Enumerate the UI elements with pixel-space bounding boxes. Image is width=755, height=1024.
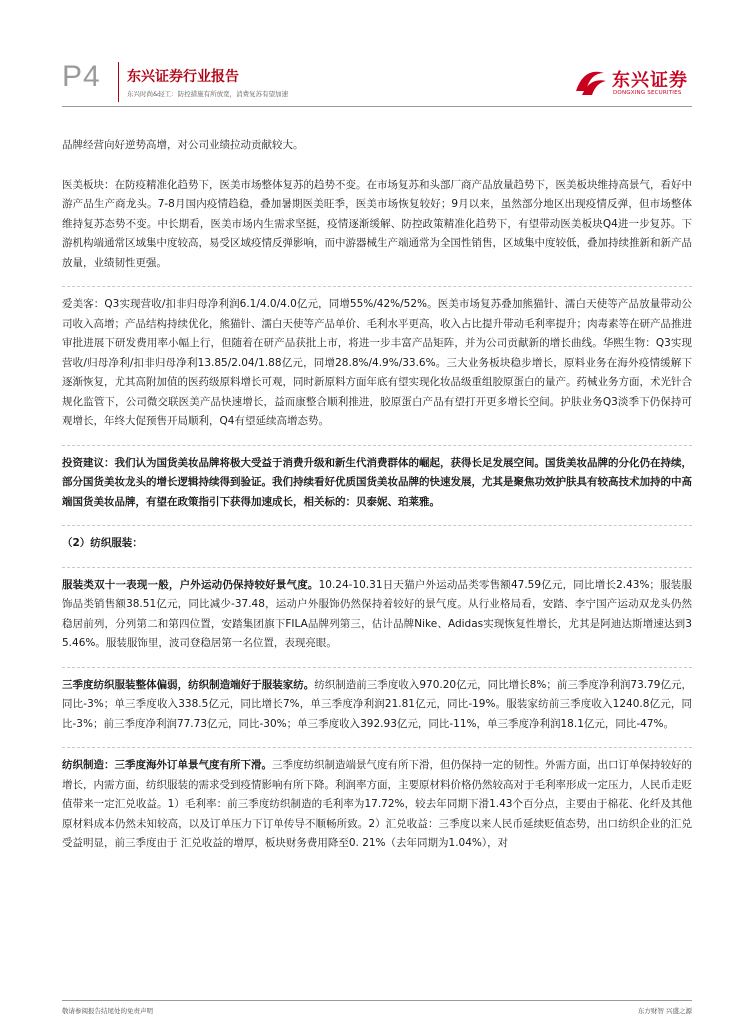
- header-divider: [62, 106, 692, 107]
- header-divider-vertical: [118, 62, 119, 102]
- section-heading-textile: （2）纺织服装：: [62, 537, 143, 549]
- footer-disclaimer: 敬请参阅报告结尾处的免责声明: [62, 1007, 153, 1015]
- paragraph-lead: 纺织制造：三季度海外订单景气度有所下滑。: [62, 759, 272, 771]
- paragraph-q3-textile: [62, 676, 692, 735]
- page-number: P4: [62, 60, 101, 93]
- spacer: [62, 734, 692, 747]
- spacer: [62, 432, 692, 445]
- paragraph-body: 纺织制造前三季度收入970.20亿元，同比增长8%；前三季度净利润73.79亿元，同比-3%；单三季度收入338.5亿元，同比增长7%，单三季度净利润21.81亿元，同比-19%。服装家纺前三季度收入1240.8亿元，同比-3%；前三季度净利润77.73亿元，同比-30%；单三季度收入392.93亿元，同比-11%，单三季度净利润18.1亿元，同比-47%。: [62, 678, 692, 730]
- paragraph-investment-advice: 投资建议：我们认为国货美妆品牌将极大受益于消费升级和新生代消费群体的崛起，获得长足发展空间。国货美妆品牌的分化仍在持续，部分国货美妆龙头的增长逻辑持续得到验证。我们持续看好优质国货美妆品牌的快速发展，尤其是聚焦功效护肤具有较高技术加持的中高端国货美妆品牌，有望在政策指引下获得加速成长，相关标的：贝泰妮、珀莱雅。: [62, 456, 692, 508]
- spacer: [62, 512, 692, 525]
- dashed-separator: [62, 667, 692, 668]
- report-subtitle: 东兴时尚&轻工：防控措施有所放宽，消费复苏有望加速: [127, 90, 289, 98]
- paragraph-brand-growth: 品牌经营向好逆势高增，对公司业绩拉动贡献较大。: [62, 139, 304, 151]
- footer-divider: [62, 1000, 692, 1001]
- spacer: [62, 554, 692, 567]
- spacer: [62, 156, 692, 176]
- dashed-separator: [62, 567, 692, 568]
- paragraph-lead: 服装类双十一表现一般，户外运动仍保持较好景气度。: [62, 578, 319, 591]
- spacer: [62, 273, 692, 286]
- footer-slogan: 东方财智 兴盛之源: [637, 1007, 692, 1015]
- dashed-separator: [62, 445, 692, 446]
- paragraph-medical-aesthetics: 医美板块：在防疫精准化趋势下，医美市场整体复苏的趋势不变。在市场复苏和头部厂商产品放量趋势下，医美板块维持高景气，看好中游产品生产商龙头。7-8月国内疫情趋稳，叠加暑期医美旺季，医美市场恢复较好；9月以来，虽然部分地区出现疫情反弹，但市场整体维持复苏态势不变。中长期看，医美市场内生需求坚挺，疫情逐渐缓解、防控政策精准化趋势下，有望带动医美板块Q4进一步复苏。下游机构端通常区域集中度较高，易受区域疫情反弹影响，而中游器械生产端通常为全国性销售，区域集中度较低，叠加持续推新和新产品放量，业绩韧性更强。: [62, 178, 692, 269]
- logo-text-en: DONGXING SECURITIES: [613, 90, 682, 96]
- company-logo: [573, 62, 693, 102]
- report-title: 东兴证券行业报告: [127, 69, 239, 85]
- paragraph-company-results: 爱美客：Q3实现营收/扣非归母净利润6.1/4.0/4.0亿元，同增55%/42%/52%。医美市场复苏叠加熊猫针、濡白天使等产品放量带动公司收入高增；产品结构持续优化，熊猫针、濡白天使等产品单价、毛利水平更高，收入占比提升带动毛利率提升；肉毒素等在研产品推进审批进展下研发费用率小幅上行，但随着在研产品获批上市，将进一步丰富产品矩阵，并为公司贡献新的增长曲线。华熙生物：Q3实现营收/归母净利/扣非归母净利13.85/2.04/1.88亿元，同增28.8%/4.9%/33.6%。三大业务板块稳步增长，原料业务在海外疫情缓解下逐渐恢复，尤其高附加值的医药级原料增长可观，同时新原料方面年底有望实现化妆品级重组胶原蛋白的量产。药械业务方面，术光针合规化监管下，公司微交联医美产品快速增长，益而康整合顺利推进，胶原蛋白产品有望打开更多增长空间。护肤业务Q3淡季下仍保持可观增长，年终大促预售开局顺利，Q4有望延续高增态势。: [62, 298, 692, 427]
- spacer: [62, 654, 692, 667]
- paragraph-double-eleven: [62, 576, 692, 654]
- dashed-separator: [62, 525, 692, 526]
- logo-mark-icon: [573, 64, 607, 98]
- body-content: [62, 136, 692, 854]
- paragraph-body: 10.24-10.31日天猫户外运动品类零售额47.59亿元，同比增长2.43%；服装服饰品类销售额38.51亿元，同比减少-37.48，运动户外服饰仍然保持着较好的景气度。从行业格局看，安踏、李宁国产运动双龙头仍然稳居前列，分列第二和第四位置，安踏集团旗下FILA品牌列第三，估计品牌Nike、Adidas实现恢复性增长，尤其是阿迪达斯增速达到35.46%。服装服饰里，波司登稳居第一名位置，表现亮眼。: [62, 578, 693, 649]
- paragraph-lead: 三季度纺织服装整体偏弱，纺织制造端好于服装家纺。: [62, 678, 315, 691]
- dashed-separator: [62, 286, 692, 287]
- paragraph-textile-manufacturing: [62, 756, 692, 854]
- dashed-separator: [62, 747, 692, 748]
- paragraph-body: 三季度纺织制造端景气度有所下滑，但仍保持一定的韧性。外需方面，出口订单保持较好的增长，内需方面，纺织服装的需求受到疫情影响有所下降。利润率方面，主要原材料价格仍然较高对于毛利率形成一定压力，人民币走贬值带来一定汇兑收益。1）毛利率：前三季度纺织制造的毛利率为17.72%，较去年同期下滑1.43个百分点，主要由于棉花、化纤及其他原材料成本仍然未知较高，以及订单压力下订单传导不顺畅所致。2）汇兑收益：三季度以来人民币延续贬值态势，出口纺织企业的汇兑受益明显，前三季度由于 汇兑收益的增厚，板块财务费用降至0. 21%（去年同期为1.04%），对: [62, 759, 692, 849]
- logo-text-cn: 东兴证券: [612, 70, 688, 91]
